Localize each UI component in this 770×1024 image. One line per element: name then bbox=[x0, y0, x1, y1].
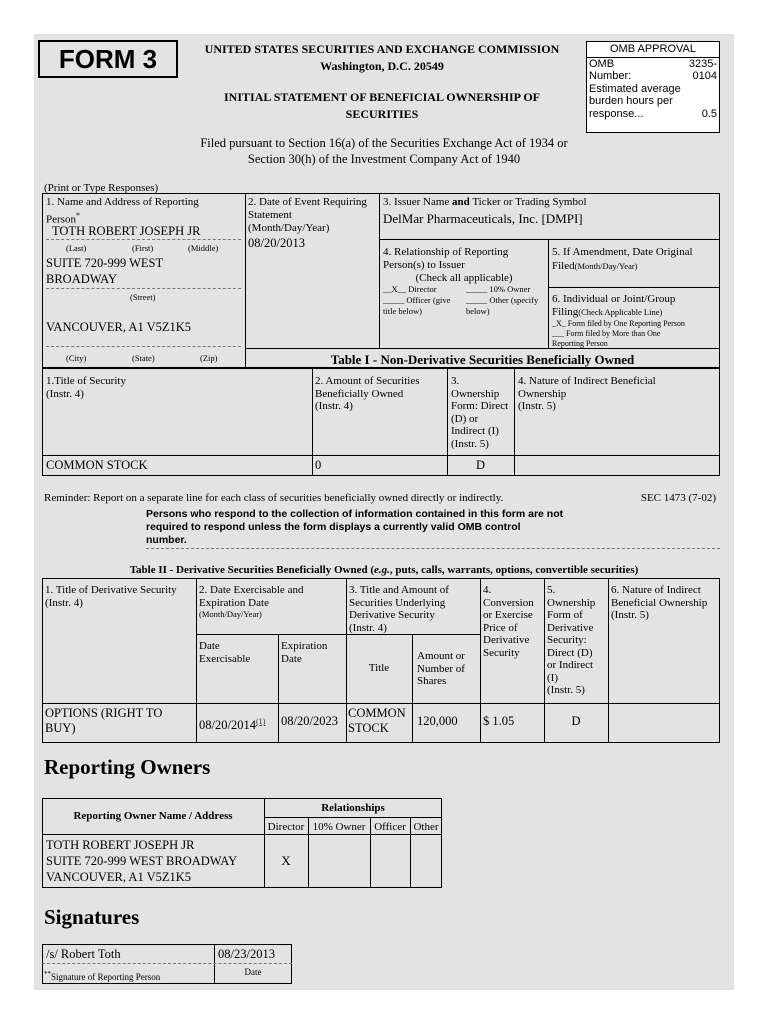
omb-response-value: 0.5 bbox=[701, 107, 717, 120]
reporting-boxes bbox=[42, 193, 720, 368]
ten-percent-owner-checkbox[interactable]: _____ 10% Owner bbox=[466, 284, 531, 294]
box6-label1: 6. Individual or Joint/Group bbox=[552, 293, 676, 305]
underlying-title-value: COMMON STOCK bbox=[348, 706, 406, 735]
print-type-note: (Print or Type Responses) bbox=[44, 182, 159, 194]
table2-col4-header: 4. Conversion or Exercise Price of Derivative Security bbox=[483, 584, 534, 659]
box1-label: 1. Name and Address of Reporting bbox=[46, 196, 199, 208]
box1-asterisk: * bbox=[75, 211, 80, 220]
box4-label1: 4. Relationship of Reporting bbox=[383, 246, 509, 258]
city-line: VANCOUVER, A1 V5Z1K5 bbox=[46, 320, 192, 334]
table-row bbox=[46, 837, 237, 885]
agency-location: Washington, D.C. 20549 bbox=[320, 59, 444, 73]
signatures-heading: Signatures bbox=[44, 905, 140, 929]
ownership-form: D bbox=[475, 458, 486, 472]
expiration-date-header: Expiration Date bbox=[281, 640, 328, 665]
street-label: (Street) bbox=[130, 292, 156, 302]
expiration-date-value: 08/20/2023 bbox=[281, 714, 338, 728]
omb-title: OMB APPROVAL bbox=[587, 42, 719, 58]
director-checkbox[interactable]: __X__ Director bbox=[383, 284, 437, 294]
table2-col3-header: 3. Title and Amount of Securities Underlying Derivative Security (Instr. 4) bbox=[349, 584, 449, 634]
box3-label-post: Ticker or Trading Symbol bbox=[469, 196, 587, 208]
date-label: Date bbox=[244, 967, 262, 977]
street-line1: SUITE 720-999 WEST bbox=[46, 256, 164, 270]
underlying-title-header: Title bbox=[368, 662, 390, 674]
table1-col2-header: 2. Amount of Securities Beneficially Owned (Instr. 4) bbox=[315, 375, 420, 412]
box3-label-pre: 3. Issuer Name bbox=[383, 196, 453, 208]
box2-label2: Statement bbox=[248, 209, 292, 221]
omb-number-part1: 3235- bbox=[688, 57, 717, 70]
signature-date: 08/23/2013 bbox=[218, 947, 275, 961]
box2-label1: 2. Date of Event Requiring bbox=[248, 196, 367, 208]
box3-label-bold: and bbox=[452, 196, 470, 208]
other-header: Other bbox=[413, 821, 439, 833]
officer-header: Officer bbox=[374, 821, 406, 833]
derivative-ownership-form: D bbox=[571, 714, 581, 728]
omb-approval-box bbox=[586, 41, 720, 133]
box3-label bbox=[383, 196, 587, 209]
table2-col1-header: 1. Title of Derivative Security (Instr. 4) bbox=[45, 584, 177, 609]
persons-respond-notice: Persons who respond to the collection of information contained in this form are not required to respond unless the form displays a currently valid OMB control number. bbox=[146, 508, 564, 546]
title-below-label: title below) bbox=[383, 306, 422, 316]
box1-label2: Person bbox=[46, 213, 76, 226]
first-label: (First) bbox=[132, 243, 154, 253]
conversion-price-value: $ 1.05 bbox=[483, 714, 515, 728]
more-persons-option-line2: Reporting Person bbox=[552, 339, 608, 348]
table1-title: Table I - Non-Derivative Securities Beneficially Owned bbox=[330, 352, 635, 367]
table2-title: Table II - Derivative Securities Beneficially Owned (e.g., puts, calls, warrants, options, convertible securities) bbox=[129, 564, 639, 576]
table1-col4-header: 4. Nature of Indirect Beneficial Ownership (Instr. 5) bbox=[518, 375, 656, 412]
box5-label2: Filed bbox=[552, 260, 575, 272]
ten-percent-owner-header: 10% Owner bbox=[312, 821, 366, 833]
table-row bbox=[46, 458, 148, 473]
reporting-owners-heading: Reporting Owners bbox=[44, 755, 211, 779]
form-page bbox=[34, 34, 734, 990]
officer-checkbox[interactable]: _____ Officer (give bbox=[383, 295, 451, 305]
relationships-header: Relationships bbox=[321, 802, 385, 814]
omb-estimated-line1: Estimated average bbox=[589, 82, 681, 95]
box5-label1: 5. If Amendment, Date Original bbox=[552, 246, 693, 258]
omb-label: OMB bbox=[589, 57, 615, 70]
omb-estimated-line2: burden hours per bbox=[589, 95, 673, 107]
director-header: Director bbox=[267, 821, 305, 833]
signature-label: **Signature of Reporting Person bbox=[44, 970, 161, 982]
derivative-title-line1: OPTIONS (RIGHT TO bbox=[45, 706, 163, 720]
signature-label-mark: ** bbox=[44, 970, 51, 978]
date-exercisable-header: Date Exercisable bbox=[199, 640, 251, 665]
box2-label3: (Month/Day/Year) bbox=[248, 222, 330, 234]
below-label: below) bbox=[466, 306, 490, 316]
state-label: (State) bbox=[132, 353, 155, 363]
last-label: (Last) bbox=[66, 243, 87, 253]
one-person-option[interactable]: _X_ Form filed by One Reporting Person bbox=[552, 319, 685, 328]
security-title: COMMON STOCK bbox=[46, 458, 148, 472]
table-row bbox=[45, 706, 162, 736]
omb-number-label: Number: bbox=[589, 70, 632, 82]
securities-amount: 0 bbox=[315, 458, 322, 472]
underlying-amount-value: 120,000 bbox=[417, 714, 458, 728]
event-date: 08/20/2013 bbox=[248, 236, 305, 250]
form-title-line1: INITIAL STATEMENT OF BENEFICIAL OWNERSHIP OF bbox=[224, 90, 540, 104]
issuer-name: DelMar Pharmaceuticals, Inc. [DMPI] bbox=[383, 211, 583, 226]
owner-name-header: Reporting Owner Name / Address bbox=[73, 810, 233, 822]
middle-label: (Middle) bbox=[188, 243, 219, 253]
director-mark: X bbox=[281, 853, 291, 868]
omb-response-label: response... bbox=[589, 107, 644, 120]
table2-col5-header: 5. Ownership Form of Derivative Security: Direct (D) or Indirect (I) (Instr. 5) bbox=[547, 584, 596, 696]
omb-number-part2: 0104 bbox=[692, 70, 717, 82]
box4-label3: (Check all applicable) bbox=[415, 272, 513, 284]
signature-value: /s/ Robert Toth bbox=[46, 947, 121, 961]
table1-col3-header: 3. Ownership Form: Direct (D) or Indirect (I) (Instr. 5) bbox=[451, 375, 509, 450]
underlying-amount-header: Amount or Number of Shares bbox=[417, 650, 465, 687]
derivative-title-line2: BUY) bbox=[45, 721, 76, 735]
zip-label: (Zip) bbox=[200, 353, 218, 363]
other-checkbox[interactable]: _____ Other (specify bbox=[466, 295, 539, 305]
reminder-text: Reminder: Report on a separate line for each class of securities beneficially owned directly or indirectly. bbox=[44, 492, 504, 504]
city-label: (City) bbox=[66, 353, 87, 363]
sec-number: SEC 1473 (7-02) bbox=[640, 492, 716, 504]
filed-pursuant-line2: Section 30(h) of the Investment Company Act of 1940 bbox=[247, 152, 521, 166]
street-line2: BROADWAY bbox=[46, 272, 118, 286]
form-label: FORM 3 bbox=[38, 40, 178, 78]
box5-label3: (Month/Day/Year) bbox=[574, 261, 638, 271]
reporting-person-name: TOTH ROBERT JOSEPH JR bbox=[52, 224, 201, 238]
box6-label3: (Check Applicable Line) bbox=[578, 307, 663, 317]
owner-name-line1: TOTH ROBERT JOSEPH JR bbox=[46, 838, 195, 852]
box6-label2: Filing bbox=[552, 306, 579, 318]
table2-col2-header: 2. Date Exercisable and Expiration Date (Month/Day/Year) bbox=[199, 584, 304, 619]
more-persons-option[interactable]: ___ Form filed by More than One bbox=[552, 329, 661, 338]
table2-col6-header: 6. Nature of Indirect Beneficial Ownership (Instr. 5) bbox=[611, 584, 708, 621]
owner-name-line3: VANCOUVER, A1 V5Z1K5 bbox=[46, 870, 192, 884]
box4-label2: Person(s) to Issuer bbox=[383, 259, 465, 271]
form-title-line2: SECURITIES bbox=[345, 107, 419, 121]
table1-col1-header: 1.Title of Security (Instr. 4) bbox=[46, 375, 126, 400]
date-exercisable-value: 08/20/2014$^{(1)}$ bbox=[199, 717, 266, 733]
agency-name: UNITED STATES SECURITIES AND EXCHANGE COMMISSION bbox=[204, 42, 560, 56]
filed-pursuant-line1: Filed pursuant to Section 16(a) of the Securities Exchange Act of 1934 or bbox=[200, 136, 568, 150]
footnote-link[interactable]: (1) bbox=[255, 717, 266, 726]
owner-name-line2: SUITE 720-999 WEST BROADWAY bbox=[46, 854, 238, 868]
